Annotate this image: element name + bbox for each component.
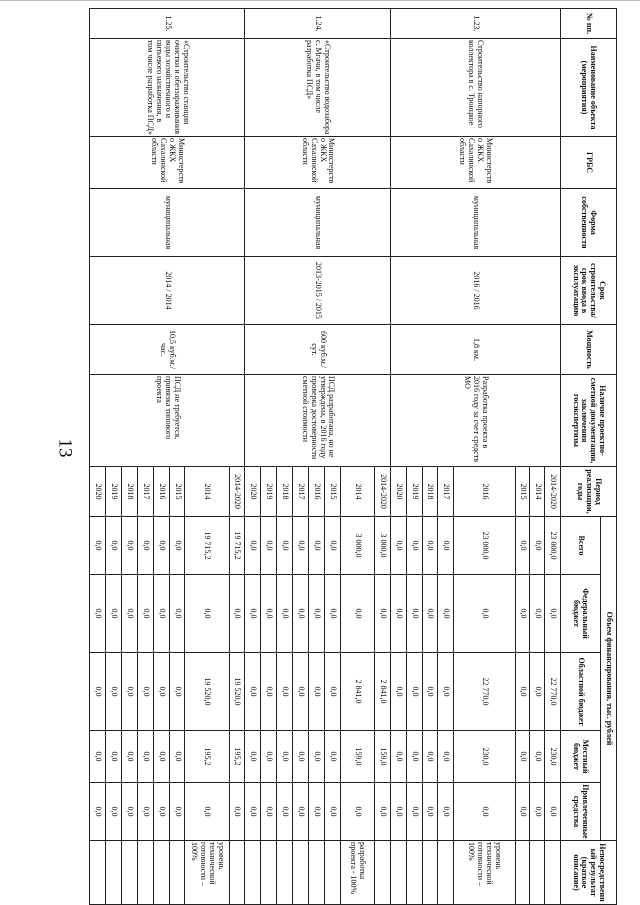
- result-cell: [106, 841, 122, 905]
- regional-cell: 0,0: [324, 653, 340, 731]
- header-federal: Федеральный бюджет: [561, 575, 601, 653]
- attracted-cell: 0,0: [438, 783, 454, 841]
- local-cell: 0,0: [106, 731, 122, 783]
- item-name: Строительство напорного коллектора в с. Троицкое: [390, 39, 560, 137]
- item-docs: ПСД не требуется, привязка типового проекта: [90, 375, 245, 467]
- financing-table: [89, 8, 617, 905]
- attracted-cell: 0,0: [530, 783, 545, 841]
- attracted-cell: 0,0: [245, 783, 261, 841]
- period-cell: 2016: [454, 467, 515, 517]
- total-cell: 23 000,0: [545, 517, 561, 575]
- regional-cell: 0,0: [277, 653, 293, 731]
- total-cell: 0,0: [121, 517, 137, 575]
- total-cell: 3 000,0: [340, 517, 374, 575]
- total-cell: 19 715,2: [185, 517, 229, 575]
- total-cell: 0,0: [106, 517, 122, 575]
- local-cell: 0,0: [390, 731, 406, 783]
- total-cell: 0,0: [390, 517, 406, 575]
- period-cell: 2014-2020: [545, 467, 561, 517]
- regional-cell: 0,0: [309, 653, 325, 731]
- attracted-cell: 0,0: [324, 783, 340, 841]
- local-cell: 0,0: [530, 731, 545, 783]
- attracted-cell: 0,0: [515, 783, 530, 841]
- header-local: Местный бюджет: [561, 731, 601, 783]
- item-name: «Строительство водозабора с. Мгачи, в том числе разработка ПСД»: [245, 39, 390, 137]
- period-cell: 2014: [530, 467, 545, 517]
- local-cell: 0,0: [406, 731, 422, 783]
- period-cell: 2019: [106, 467, 122, 517]
- federal-cell: 0,0: [454, 575, 515, 653]
- result-cell: [245, 841, 261, 905]
- item-ownership: муниципальная: [90, 189, 245, 257]
- regional-cell: 0,0: [106, 653, 122, 731]
- regional-cell: 19 520,0: [185, 653, 229, 731]
- local-cell: 195,2: [229, 731, 245, 783]
- item-capacity: 10,5 куб.м./час.: [90, 325, 245, 375]
- regional-cell: 0,0: [422, 653, 438, 731]
- regional-cell: 22 770,0: [454, 653, 515, 731]
- federal-cell: 0,0: [121, 575, 137, 653]
- total-cell: 23 000,0: [454, 517, 515, 575]
- header-period: Период реализации, годы: [561, 467, 617, 517]
- total-cell: 0,0: [309, 517, 325, 575]
- result-cell: [438, 841, 454, 905]
- attracted-cell: 0,0: [390, 783, 406, 841]
- attracted-cell: 0,0: [293, 783, 309, 841]
- attracted-cell: 0,0: [422, 783, 438, 841]
- local-cell: 0,0: [324, 731, 340, 783]
- period-cell: 2015: [515, 467, 530, 517]
- regional-cell: 2 841,0: [340, 653, 374, 731]
- regional-cell: 0,0: [515, 653, 530, 731]
- federal-cell: 0,0: [261, 575, 277, 653]
- item-number: 1.24.: [245, 9, 390, 39]
- federal-cell: 0,0: [406, 575, 422, 653]
- local-cell: 0,0: [293, 731, 309, 783]
- header-grbs: ГРБС: [561, 137, 617, 189]
- federal-cell: 0,0: [309, 575, 325, 653]
- local-cell: 0,0: [515, 731, 530, 783]
- header-result: Непосредственный результат (краткое описание): [561, 841, 617, 905]
- total-cell: 0,0: [90, 517, 106, 575]
- total-cell: 0,0: [422, 517, 438, 575]
- period-cell: 2015: [169, 467, 185, 517]
- period-cell: 2019: [261, 467, 277, 517]
- result-cell: [406, 841, 422, 905]
- federal-cell: 0,0: [90, 575, 106, 653]
- local-cell: 0,0: [422, 731, 438, 783]
- item-term: 2016 / 2016: [390, 257, 560, 325]
- regional-cell: 0,0: [261, 653, 277, 731]
- regional-cell: 0,0: [390, 653, 406, 731]
- table-body: [90, 9, 561, 905]
- item-term: 2014 / 2014: [90, 257, 245, 325]
- regional-cell: 0,0: [153, 653, 169, 731]
- regional-cell: 0,0: [438, 653, 454, 731]
- result-cell: [374, 841, 390, 905]
- table-row: [374, 9, 390, 905]
- attracted-cell: 0,0: [137, 783, 153, 841]
- attracted-cell: 0,0: [153, 783, 169, 841]
- period-cell: 2014-2020: [374, 467, 390, 517]
- item-docs: Разработка проекта в 2016 году за счет средств МО: [390, 375, 560, 467]
- total-cell: 0,0: [277, 517, 293, 575]
- federal-cell: 0,0: [153, 575, 169, 653]
- result-cell: [422, 841, 438, 905]
- regional-cell: 0,0: [137, 653, 153, 731]
- result-cell: [137, 841, 153, 905]
- period-cell: 2016: [153, 467, 169, 517]
- result-cell: [277, 841, 293, 905]
- result-cell: [530, 841, 545, 905]
- total-cell: 0,0: [261, 517, 277, 575]
- item-grbs: Министерство ЖКХ Сахалинской области: [90, 137, 245, 189]
- table-row: [229, 9, 245, 905]
- result-cell: [90, 841, 106, 905]
- federal-cell: 0,0: [390, 575, 406, 653]
- attracted-cell: 0,0: [185, 783, 229, 841]
- header-total: Всего: [561, 517, 601, 575]
- period-cell: 2018: [121, 467, 137, 517]
- federal-cell: 0,0: [422, 575, 438, 653]
- regional-cell: 0,0: [245, 653, 261, 731]
- total-cell: 19 715,2: [229, 517, 245, 575]
- regional-cell: 0,0: [90, 653, 106, 731]
- local-cell: 230,0: [454, 731, 515, 783]
- attracted-cell: 0,0: [106, 783, 122, 841]
- local-cell: 0,0: [121, 731, 137, 783]
- rotated-table-container: [89, 8, 617, 904]
- header-ownership: Форма собственности: [561, 189, 617, 257]
- local-cell: 230,0: [545, 731, 561, 783]
- result-cell: [309, 841, 325, 905]
- item-name: «Строительство станции очистки и обеззараживания воды хозяйственного и питьевого назначения, в том числе разработка ПСД»: [90, 39, 245, 137]
- regional-cell: 22 770,0: [545, 653, 561, 731]
- federal-cell: 0,0: [438, 575, 454, 653]
- total-cell: 0,0: [438, 517, 454, 575]
- federal-cell: 0,0: [106, 575, 122, 653]
- federal-cell: 0,0: [245, 575, 261, 653]
- result-cell: [169, 841, 185, 905]
- total-cell: 0,0: [406, 517, 422, 575]
- local-cell: 0,0: [309, 731, 325, 783]
- period-cell: 2018: [277, 467, 293, 517]
- period-cell: 2020: [390, 467, 406, 517]
- period-cell: 2015: [324, 467, 340, 517]
- total-cell: 0,0: [293, 517, 309, 575]
- header-docs: Наличие проектно-сметной документации, заключения госэкспертизы: [561, 375, 617, 467]
- federal-cell: 0,0: [293, 575, 309, 653]
- period-cell: 2020: [245, 467, 261, 517]
- result-cell: [229, 841, 245, 905]
- header-num: № пп.: [561, 9, 617, 39]
- regional-cell: 0,0: [406, 653, 422, 731]
- attracted-cell: 0,0: [309, 783, 325, 841]
- local-cell: 159,0: [374, 731, 390, 783]
- attracted-cell: 0,0: [406, 783, 422, 841]
- result-cell: [390, 841, 406, 905]
- regional-cell: 0,0: [530, 653, 545, 731]
- header-attracted: Привлеченные средства: [561, 783, 601, 841]
- attracted-cell: 0,0: [277, 783, 293, 841]
- period-cell: 2017: [438, 467, 454, 517]
- regional-cell: 0,0: [121, 653, 137, 731]
- header-term: Срок строительства/срок ввода в эксплуатацию: [561, 257, 617, 325]
- result-cell: разработка проекта - 100%: [340, 841, 374, 905]
- item-term: 2013-2015 / 2015: [245, 257, 390, 325]
- result-cell: уровень технической готовности – 100%: [185, 841, 229, 905]
- result-cell: [324, 841, 340, 905]
- total-cell: 0,0: [169, 517, 185, 575]
- attracted-cell: 0,0: [90, 783, 106, 841]
- federal-cell: 0,0: [169, 575, 185, 653]
- total-cell: 0,0: [530, 517, 545, 575]
- table-row: [545, 9, 561, 905]
- total-cell: 0,0: [245, 517, 261, 575]
- regional-cell: 19 520,0: [229, 653, 245, 731]
- header-name: Наименование объекта (мероприятия): [561, 39, 617, 137]
- result-cell: [515, 841, 530, 905]
- period-cell: 2014: [185, 467, 229, 517]
- federal-cell: 0,0: [324, 575, 340, 653]
- federal-cell: 0,0: [185, 575, 229, 653]
- result-cell: [153, 841, 169, 905]
- header-financing: Объем финансирования, тыс. рублей: [601, 517, 617, 841]
- item-docs: ПСД разработана, но не утверждена, в 2016 году проверка достоверности сметной стоимости: [245, 375, 390, 467]
- attracted-cell: 0,0: [545, 783, 561, 841]
- header-capacity: Мощность: [561, 325, 617, 375]
- local-cell: 0,0: [438, 731, 454, 783]
- total-cell: 3 000,0: [374, 517, 390, 575]
- regional-cell: 2 841,0: [374, 653, 390, 731]
- item-ownership: муниципальная: [390, 189, 560, 257]
- federal-cell: 0,0: [137, 575, 153, 653]
- regional-cell: 0,0: [169, 653, 185, 731]
- attracted-cell: 0,0: [169, 783, 185, 841]
- local-cell: 0,0: [137, 731, 153, 783]
- period-cell: 2016: [309, 467, 325, 517]
- item-number: 1.23.: [390, 9, 560, 39]
- local-cell: 159,0: [340, 731, 374, 783]
- item-grbs: Министерство ЖКХ Сахалинской области: [390, 137, 560, 189]
- federal-cell: 0,0: [545, 575, 561, 653]
- total-cell: 0,0: [324, 517, 340, 575]
- local-cell: 0,0: [277, 731, 293, 783]
- regional-cell: 0,0: [293, 653, 309, 731]
- total-cell: 0,0: [137, 517, 153, 575]
- total-cell: 0,0: [153, 517, 169, 575]
- attracted-cell: 0,0: [261, 783, 277, 841]
- local-cell: 0,0: [261, 731, 277, 783]
- attracted-cell: 0,0: [374, 783, 390, 841]
- period-cell: 2017: [293, 467, 309, 517]
- result-cell: уровень технической готовности – 100%: [454, 841, 515, 905]
- local-cell: 0,0: [169, 731, 185, 783]
- attracted-cell: 0,0: [454, 783, 515, 841]
- result-cell: [293, 841, 309, 905]
- item-ownership: муниципальная: [245, 189, 390, 257]
- attracted-cell: 0,0: [340, 783, 374, 841]
- period-cell: 2020: [90, 467, 106, 517]
- result-cell: [545, 841, 561, 905]
- page-number: 13: [54, 438, 76, 458]
- period-cell: 2014: [340, 467, 374, 517]
- federal-cell: 0,0: [340, 575, 374, 653]
- local-cell: 0,0: [153, 731, 169, 783]
- federal-cell: 0,0: [374, 575, 390, 653]
- attracted-cell: 0,0: [121, 783, 137, 841]
- result-cell: [121, 841, 137, 905]
- attracted-cell: 0,0: [229, 783, 245, 841]
- local-cell: 195,2: [185, 731, 229, 783]
- item-grbs: Министерство ЖКХ Сахалинской области: [245, 137, 390, 189]
- federal-cell: 0,0: [229, 575, 245, 653]
- result-cell: [261, 841, 277, 905]
- local-cell: 0,0: [90, 731, 106, 783]
- federal-cell: 0,0: [277, 575, 293, 653]
- federal-cell: 0,0: [515, 575, 530, 653]
- item-number: 1.25.: [90, 9, 245, 39]
- item-capacity: 1,8 км.: [390, 325, 560, 375]
- period-cell: 2014-2020: [229, 467, 245, 517]
- period-cell: 2017: [137, 467, 153, 517]
- item-capacity: 600 куб.м./сут.: [245, 325, 390, 375]
- header-regional: Областной бюджет: [561, 653, 601, 731]
- period-cell: 2018: [422, 467, 438, 517]
- local-cell: 0,0: [245, 731, 261, 783]
- federal-cell: 0,0: [530, 575, 545, 653]
- total-cell: 0,0: [515, 517, 530, 575]
- period-cell: 2019: [406, 467, 422, 517]
